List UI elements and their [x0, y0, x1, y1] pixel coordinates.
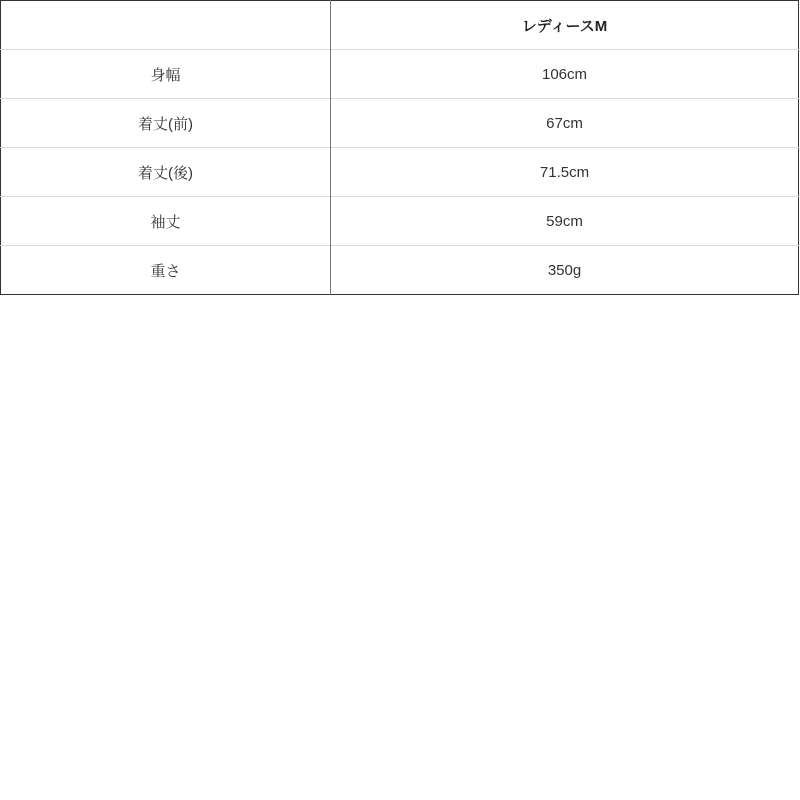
header-size-cell: レディースM — [331, 1, 799, 50]
table-row — [1, 148, 799, 197]
row-value-cell: 59cm — [331, 197, 799, 246]
table-row — [1, 50, 799, 99]
size-chart-table — [0, 0, 799, 295]
header-corner-cell — [1, 1, 331, 50]
row-value-cell: 67cm — [331, 99, 799, 148]
row-value-cell: 71.5cm — [331, 148, 799, 197]
table-row — [1, 99, 799, 148]
row-label-cell: 着丈(前) — [1, 99, 331, 148]
table-row — [1, 246, 799, 295]
row-label-cell: 袖丈 — [1, 197, 331, 246]
row-label-cell: 身幅 — [1, 50, 331, 99]
row-value-cell: 350g — [331, 246, 799, 295]
row-value-cell: 106cm — [331, 50, 799, 99]
row-label-cell: 重さ — [1, 246, 331, 295]
table-row — [1, 197, 799, 246]
row-label-cell: 着丈(後) — [1, 148, 331, 197]
table-header-row — [1, 1, 799, 50]
